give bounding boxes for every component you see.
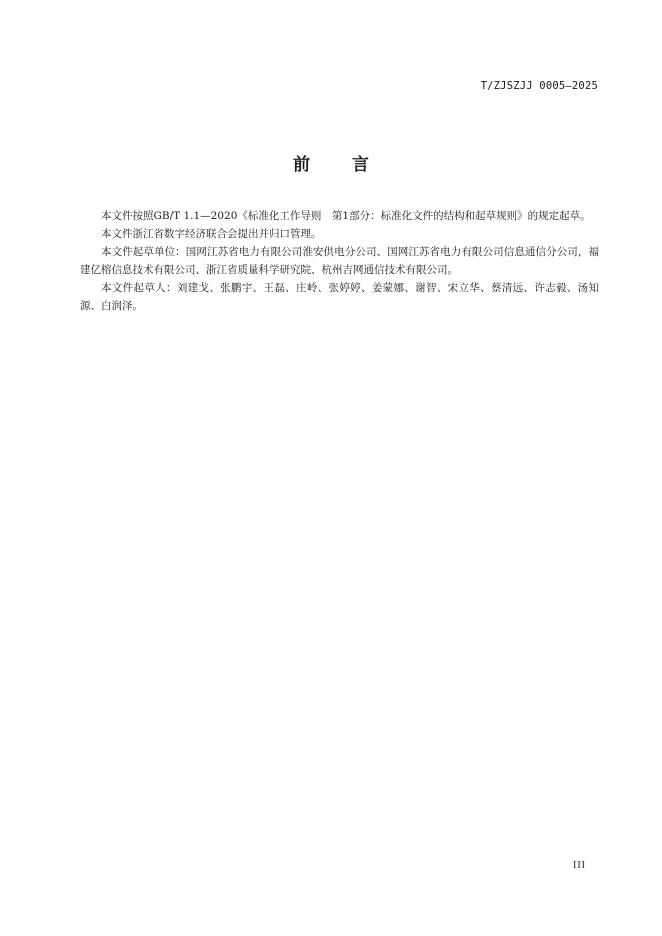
foreword-body xyxy=(80,207,599,315)
page-title: 前言 xyxy=(293,155,411,175)
paragraph-drafting-units: 本文件起草单位：国网江苏省电力有限公司淮安供电分公司、国网江苏省电力有限公司信息通信分公司，福建亿榕信息技术有限公司、浙江省质量科学研究院、杭州吉网通信技术有限公司。 xyxy=(80,246,599,276)
page-number: III xyxy=(573,860,586,871)
paragraph-drafters: 本文件起草人：刘建戈、张鹏宇、王磊、庄岭、张婷婷、姜蒙娜、谢智、宋立华、蔡清远、许志毅、汤知源、白润泽。 xyxy=(80,282,599,312)
document-code: T/ZJSZJJ 0005—2025 xyxy=(480,80,598,92)
paragraph-drafting-basis: 本文件按照GB/T 1.1—2020《标准化工作导则 第1部分：标准化文件的结构和起草规则》的规定起草。 xyxy=(101,210,591,222)
paragraph-management: 本文件浙江省数字经济联合会提出并归口管理。 xyxy=(101,228,322,240)
